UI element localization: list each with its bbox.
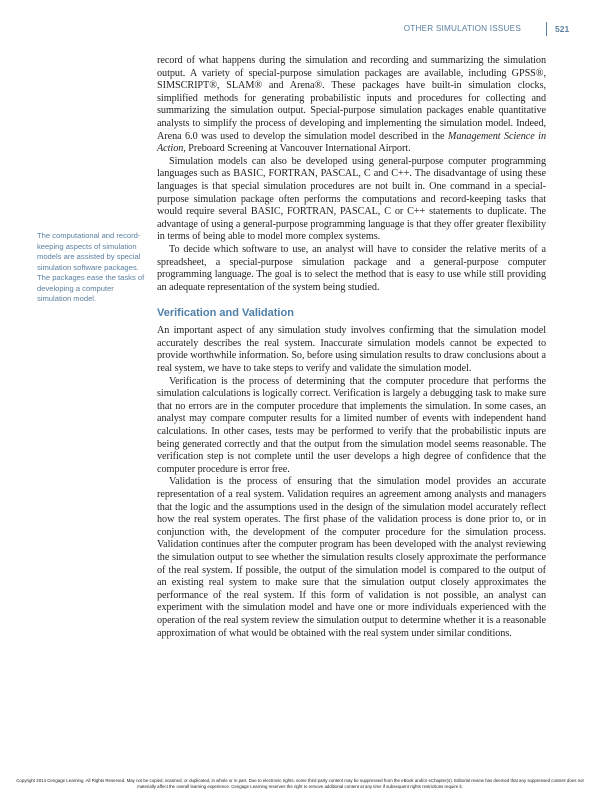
paragraph-1 [157, 55, 546, 156]
header-divider [546, 22, 547, 36]
margin-note: The computational and record-keeping aspects of simulation models are assisted by special simulation software packages. The packages ease the tasks of developing a computer simulation model. [37, 231, 145, 303]
paragraph-3: To decide which software to use, an analyst will have to consider the relative merits of a spreadsheet, a special-purpose simulation package and a general-purpose computer programming language. The goal is to select the method that is easy to use while still providing an adequate representation of the system being studied. [157, 243, 546, 293]
paragraph-1-end: , Preboard Screening at Vancouver International Airport. [183, 143, 411, 155]
paragraph-5: Verification is the process of determining that the computer procedure that performs the simulation calculations is logically correct. Verification is largely a debugging task to make sure that no errors are in the computer procedure that implements the simulation. In some cases, an analyst may compare computer results for a limited number of events with independent hand calculations. In other cases, tests may be performed to verify that the probabilistic inputs are being generated correctly and that the output from the simulation model seems reasonable. The verification step is not complete until the user develops a high degree of confidence that the computer procedure is error free. [157, 375, 546, 475]
running-header-title: OTHER SIMULATION ISSUES [403, 24, 521, 33]
paragraph-2: Simulation models can also be developed using general-purpose computer programming languages such as BASIC, FORTRAN, PASCAL, C and C++. The disadvantage of using these languages is that special simulation procedures are not built in. One command in a special-purpose simulation package often performs the computations and record-keeping tasks that would require several BASIC, FORTRAN, PASCAL, C or C++ statements to duplicate. The advantage of using a general-purpose programming language is that they offer greater flexibility in terms of being able to model more complex systems. [157, 155, 546, 243]
main-text-column [157, 55, 546, 640]
paragraph-1-text: record of what happens during the simulation and recording and summarizing the simulation output. A variety of special-purpose simulation packages are available, including GPSS®, SIMSCRIPT®, SLAM® and Arena®. These packages have built-in simulation clocks, simplified methods for generating probabilistic inputs and procedures for collecting and summarizing the simulation output. Special-purpose simulation packages enable quantitative analysts to simplify the process of developing and implementing the simulation model. Indeed, Arena 6.0 was used to develop the simulation model described in the [157, 55, 546, 142]
paragraph-4: An important aspect of any simulation study involves confirming that the simulation model accurately describes the real system. Inaccurate simulation models cannot be expected to provide worthwhile information. So, before using simulation results to draw conclusions about a real system, we have to take steps to verify and validate the simulation model. [157, 325, 546, 375]
running-header [0, 24, 600, 44]
section-heading: Verification and Validation [157, 307, 294, 320]
paragraph-1-italic: Management Science in Action [157, 130, 546, 155]
page-number: 521 [555, 24, 570, 34]
copyright-footer: Copyright 2014 Cengage Learning. All Rights Reserved. May not be copied, scanned, or duplicated, in whole or in part. Due to electronic rights, some third party content may be suppressed from the eBook and/or eChapter(s). Editorial review has deemed that any suppressed content does not materially affect the overall learning experience. Cengage Learning reserves the right to remove additional content at any time if subsequent rights restrictions require it. [16, 778, 584, 789]
paragraph-6: Validation is the process of ensuring that the simulation model provides an accurate representation of a real system. Validation requires an agreement among analysts and managers that the logic and the assumptions used in the design of the simulation model accurately reflect how the real system operates. The first phase of the validation process is done prior to, or in conjunction with, the development of the computer procedure for the simulation process. Validation continues after the computer program has been developed with the analyst reviewing the simulation output to see whether the simulation results closely approximate the performance of the real system. If possible, the output of the simulation model is compared to the output of an existing real system to make sure that the simulation output closely approximates the performance of the real system. If this form of validation is not possible, an analyst can experiment with the simulation model and have one or more individuals experienced with the operation of the real system review the simulation output to determine whether it is a reasonable approximation of what would be obtained with the real system under similar conditions. [157, 476, 546, 639]
